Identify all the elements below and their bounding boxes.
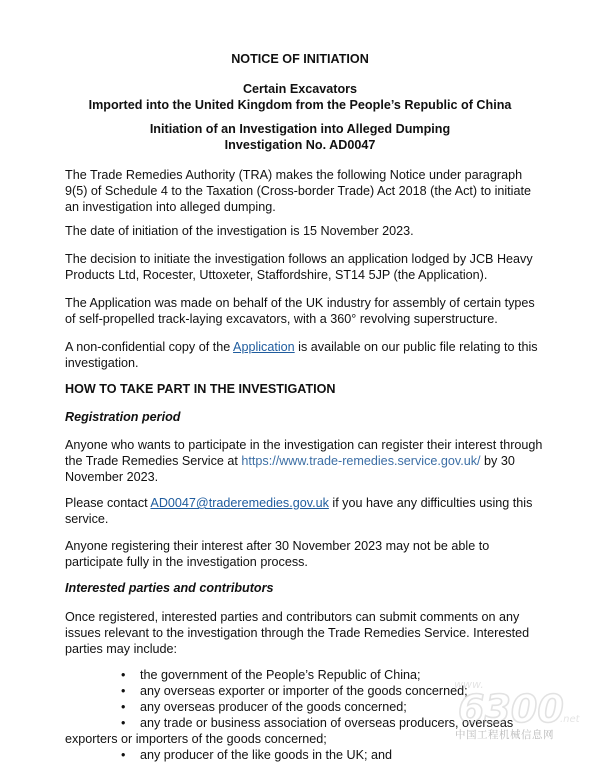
- trade-remedies-service-link[interactable]: https://www.trade-remedies.service.gov.uk/: [241, 454, 481, 468]
- registration-text-after: by 30 November 2023.: [65, 454, 515, 484]
- paragraph-application: The decision to initiate the investigation follows an application lodged by JCB Heavy Products Ltd, Rocester, Uttoxeter, Staffordshire, ST14 5JP (the Application).: [65, 252, 533, 282]
- registration-text-before: Anyone who wants to participate in the investigation can register their interest through the Trade Remedies Service at: [65, 438, 543, 468]
- list-item: • any producer of the like goods in the UK; and: [65, 747, 545, 763]
- contact-text-before: Please contact: [65, 496, 151, 510]
- public-file-text-before: A non-confidential copy of the: [65, 340, 234, 354]
- paragraph-industry: The Application was made on behalf of the UK industry for assembly of certain types of self-propelled track-laying excavators, with a 360° revolving superstructure.: [65, 296, 535, 326]
- paragraph-interested-parties: Once registered, interested parties and contributors can submit comments on any issues relevant to the investigation through the Trade Remedies Service. Interested parties may include:: [65, 610, 530, 656]
- public-file-text-after: is available on our public file relating to this investigation.: [65, 340, 538, 370]
- paragraph-contact: [65, 495, 545, 527]
- paragraph-public-file: [65, 339, 545, 371]
- paragraph-authority: The Trade Remedies Authority (TRA) makes the following Notice under paragraph 9(5) of Schedule 4 to the Taxation (Cross-border Trade) Act 2018 (the Act) to initiate an investigation into alleged dumping.: [65, 168, 531, 214]
- paragraph-initiation-date: The date of initiation of the investigation is 15 November 2023.: [65, 224, 414, 238]
- interested-parties-heading: Interested parties and contributors: [65, 581, 274, 595]
- paragraph-registration: [65, 437, 545, 485]
- investigation-line-1: Initiation of an Investigation into Alleged Dumping: [149, 122, 451, 136]
- watermark-net: .net: [560, 714, 580, 725]
- investigation-number: Investigation No. AD0047: [224, 138, 376, 152]
- investigation-heading: [0, 121, 600, 153]
- product-line-1: Certain Excavators: [242, 82, 358, 96]
- contact-email-link[interactable]: AD0047@traderemedies.gov.uk: [150, 496, 329, 510]
- watermark-www: www.: [454, 678, 484, 691]
- list-item: • any overseas producer of the goods concerned;: [65, 699, 545, 715]
- list-item: • any trade or business association of overseas producers, overseas exporters or importers of the goods concerned;: [65, 715, 545, 747]
- product-line-2: Imported into the United Kingdom from the People’s Republic of China: [88, 98, 512, 112]
- registration-heading: Registration period: [65, 410, 181, 424]
- contact-text-after: if you have any difficulties using this service.: [65, 496, 533, 526]
- list-item: • the government of the People’s Republic of China;: [65, 667, 545, 683]
- watermark-number: 6300: [458, 687, 564, 731]
- product-heading: [0, 81, 600, 113]
- paragraph-late-registration: Anyone registering their interest after 30 November 2023 may not be able to participate fully in the investigation process.: [65, 539, 490, 569]
- notice-title: NOTICE OF INITIATION: [231, 52, 369, 66]
- take-part-heading: HOW TO TAKE PART IN THE INVESTIGATION: [65, 382, 336, 396]
- list-item: • any overseas exporter or importer of the goods concerned;: [65, 683, 545, 699]
- application-link[interactable]: Application: [233, 340, 295, 354]
- watermark-site-name: 中国工程机械信息网: [455, 729, 554, 741]
